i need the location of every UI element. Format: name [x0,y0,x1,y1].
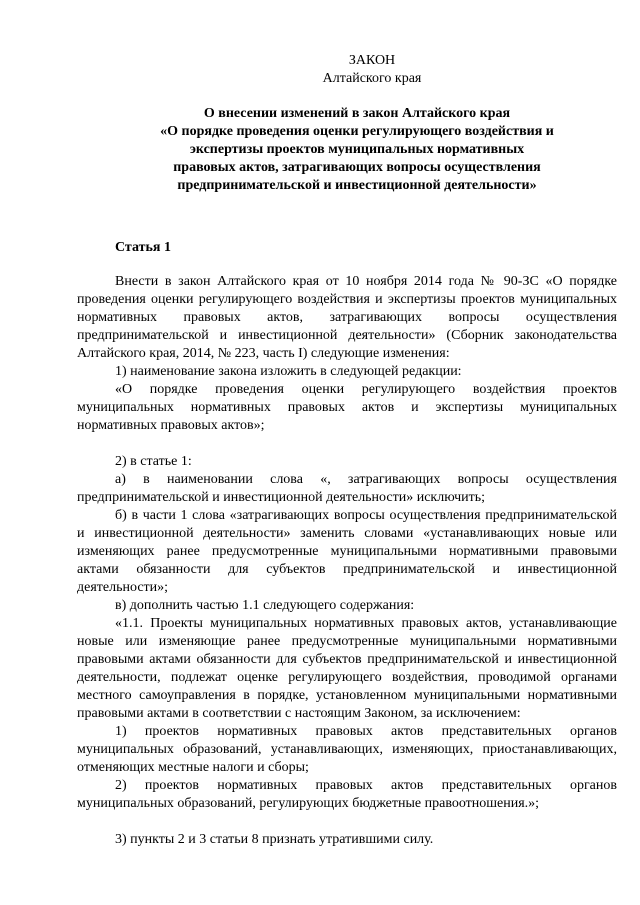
title-line: предпринимательской и инвестиционной деятельности» [177,178,537,193]
paragraph: б) в части 1 слова «затрагивающих вопросы осуществления предпринимательской и инвестиционной деятельности» заменить словами «устанавливающих новые или изменяющих ранее предусмотренные муниципальными нормативными правовыми актами обязанности для субъектов предпринимательской и инвестиционной деятельности»; [77,508,617,595]
title-line: экспертизы проектов муниципальных нормативных [189,142,525,157]
title-line: О внесении изменений в закон Алтайского края [203,106,511,121]
paragraph: «1.1. Проекты муниципальных нормативных правовых актов, устанавливающие новые или изменяющие ранее предусмотренные муниципальными нормативными правовыми актами обязанности для субъектов предпринимательской и инвестиционной деятельности, подлежат оценке регулирующего воздействия, проводимой органами местного самоуправления в порядке, установленном муниципальными нормативными правовыми актами в соответствии с настоящим Законом, за исключением: [77,616,617,721]
paragraph: Внести в закон Алтайского края от 10 ноября 2014 года № 90-ЗС «О порядке проведения оценки регулирующего воздействия и экспертизы проектов муниципальных нормативных правовых актов, затрагивающих вопросы осуществления предпринимательской и инвестиционной деятельности» (Сборник законодательства Алтайского края, 2014, № 223, часть I) следующие изменения: [77,274,617,361]
paragraph: 3) пункты 2 и 3 статьи 8 признать утратившими силу. [115,832,434,847]
paragraph: «О порядке проведения оценки регулирующего воздействия проектов муниципальных нормативных правовых актов и экспертизы муниципальных нормативных правовых актов»; [77,382,617,433]
paragraph: 2) в статье 1: [115,454,192,469]
article-heading: Статья 1 [115,240,171,255]
paragraph: в) дополнить частью 1.1 следующего содержания: [115,598,415,613]
title-line: правовых актов, затрагивающих вопросы осуществления [173,160,541,175]
article-body [77,273,617,849]
document-type: ЗАКОН [348,53,396,68]
paragraph: а) в наименовании слова «, затрагивающих вопросы осуществления предпринимательской и инвестиционной деятельности» исключить; [77,472,617,505]
title-line: «О порядке проведения оценки регулирующего воздействия и [160,124,554,139]
paragraph: 2) проектов нормативных правовых актов представительных органов муниципальных образований, регулирующих бюджетные правоотношения.»; [77,778,617,811]
paragraph: 1) проектов нормативных правовых актов представительных органов муниципальных образований, устанавливающих, изменяющих, приостанавливающих, отменяющих местные налоги и сборы; [77,724,617,775]
document-title [77,105,617,195]
paragraph: 1) наименование закона изложить в следующей редакции: [115,364,462,379]
document-region: Алтайского края [322,71,422,86]
